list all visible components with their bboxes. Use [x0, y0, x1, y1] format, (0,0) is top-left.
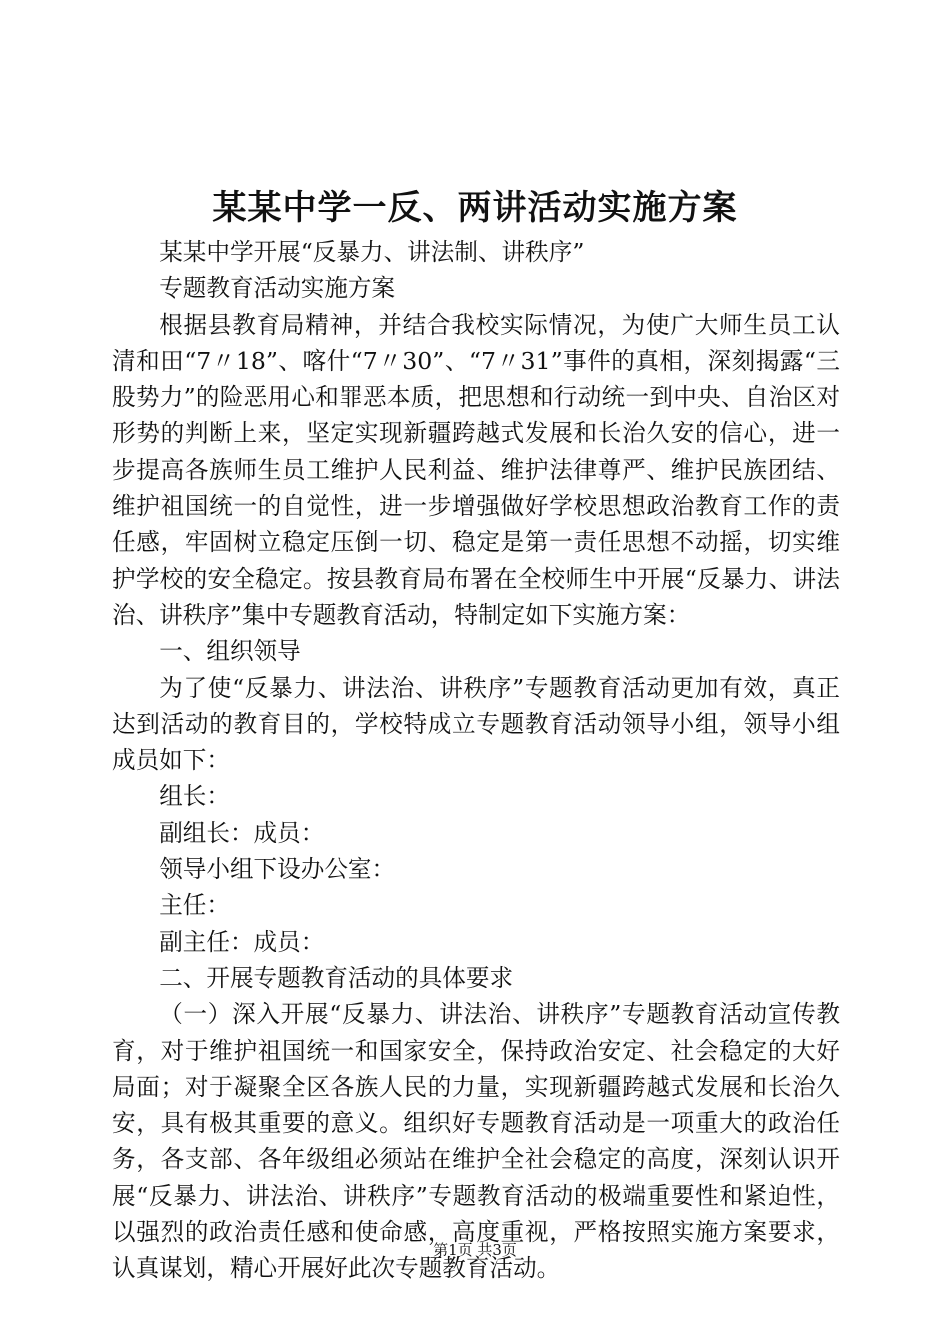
paragraph-subtitle-2: 专题教育活动实施方案 — [159, 274, 396, 303]
section-heading-requirements: 二、开展专题教育活动的具体要求 — [159, 963, 514, 992]
section-heading-organization: 一、组织领导 — [159, 637, 301, 666]
page-number-footer: 第1页 共3页 — [433, 1241, 517, 1259]
document-body — [112, 234, 840, 1287]
paragraph-organization: 为了使“反暴力、讲法治、讲秩序”专题教育活动更加有效，真正达到活动的教育目的，学校特成立专题教育活动领导小组，领导小组成员如下： — [112, 673, 840, 775]
paragraph-intro: 根据县教育局精神，并结合我校实际情况，为使广大师生员工认清和田“7〃18”、喀什“7〃30”、“7〃31”事件的真相，深刻揭露“三股势力”的险恶用心和罪恶本质，把思想和行动统一到中央、自治区对形势的判断上来，坚定实现新疆跨越式发展和长治久安的信心，进一步提高各族师生员工维护人民利益、维护法律尊严、维护民族团结、维护祖国统一的自觉性，进一步增强做好学校思想政治教育工作的责任感，牢固树立稳定压倒一切、稳定是第一责任思想不动摇，切实维护学校的安全稳定。按县教育局布署在全校师生中开展“反暴力、讲法治、讲秩序”集中专题教育活动，特制定如下实施方案： — [112, 310, 840, 629]
document-title: 某某中学一反、两讲活动实施方案 — [212, 188, 738, 228]
field-leader: 组长： — [159, 782, 230, 811]
paragraph-subtitle-1: 某某中学开展“反暴力、讲法制、讲秩序” — [159, 238, 585, 266]
field-office: 领导小组下设办公室： — [159, 855, 396, 884]
field-deputy-leader-members: 副组长：成员： — [159, 818, 325, 847]
field-deputy-director-members: 副主任：成员： — [159, 927, 325, 956]
paragraph-requirement-1: （一）深入开展“反暴力、讲法治、讲秩序”专题教育活动宣传教育，对于维护祖国统一和国家安全，保持政治安定、社会稳定的大好局面；对于凝聚全区各族人民的力量，实现新疆跨越式发展和长治久安，具有极其重要的意义。组织好专题教育活动是一项重大的政治任务，各支部、各年级组必须站在维护全社会稳定的高度，深刻认识开展“反暴力、讲法治、讲秩序”专题教育活动的极端重要性和紧迫性，以强烈的政治责任感和使命感，高度重视，严格按照实施方案要求，认真谋划，精心开展好此次专题教育活动。 — [112, 1000, 840, 1283]
field-director: 主任： — [159, 891, 230, 920]
